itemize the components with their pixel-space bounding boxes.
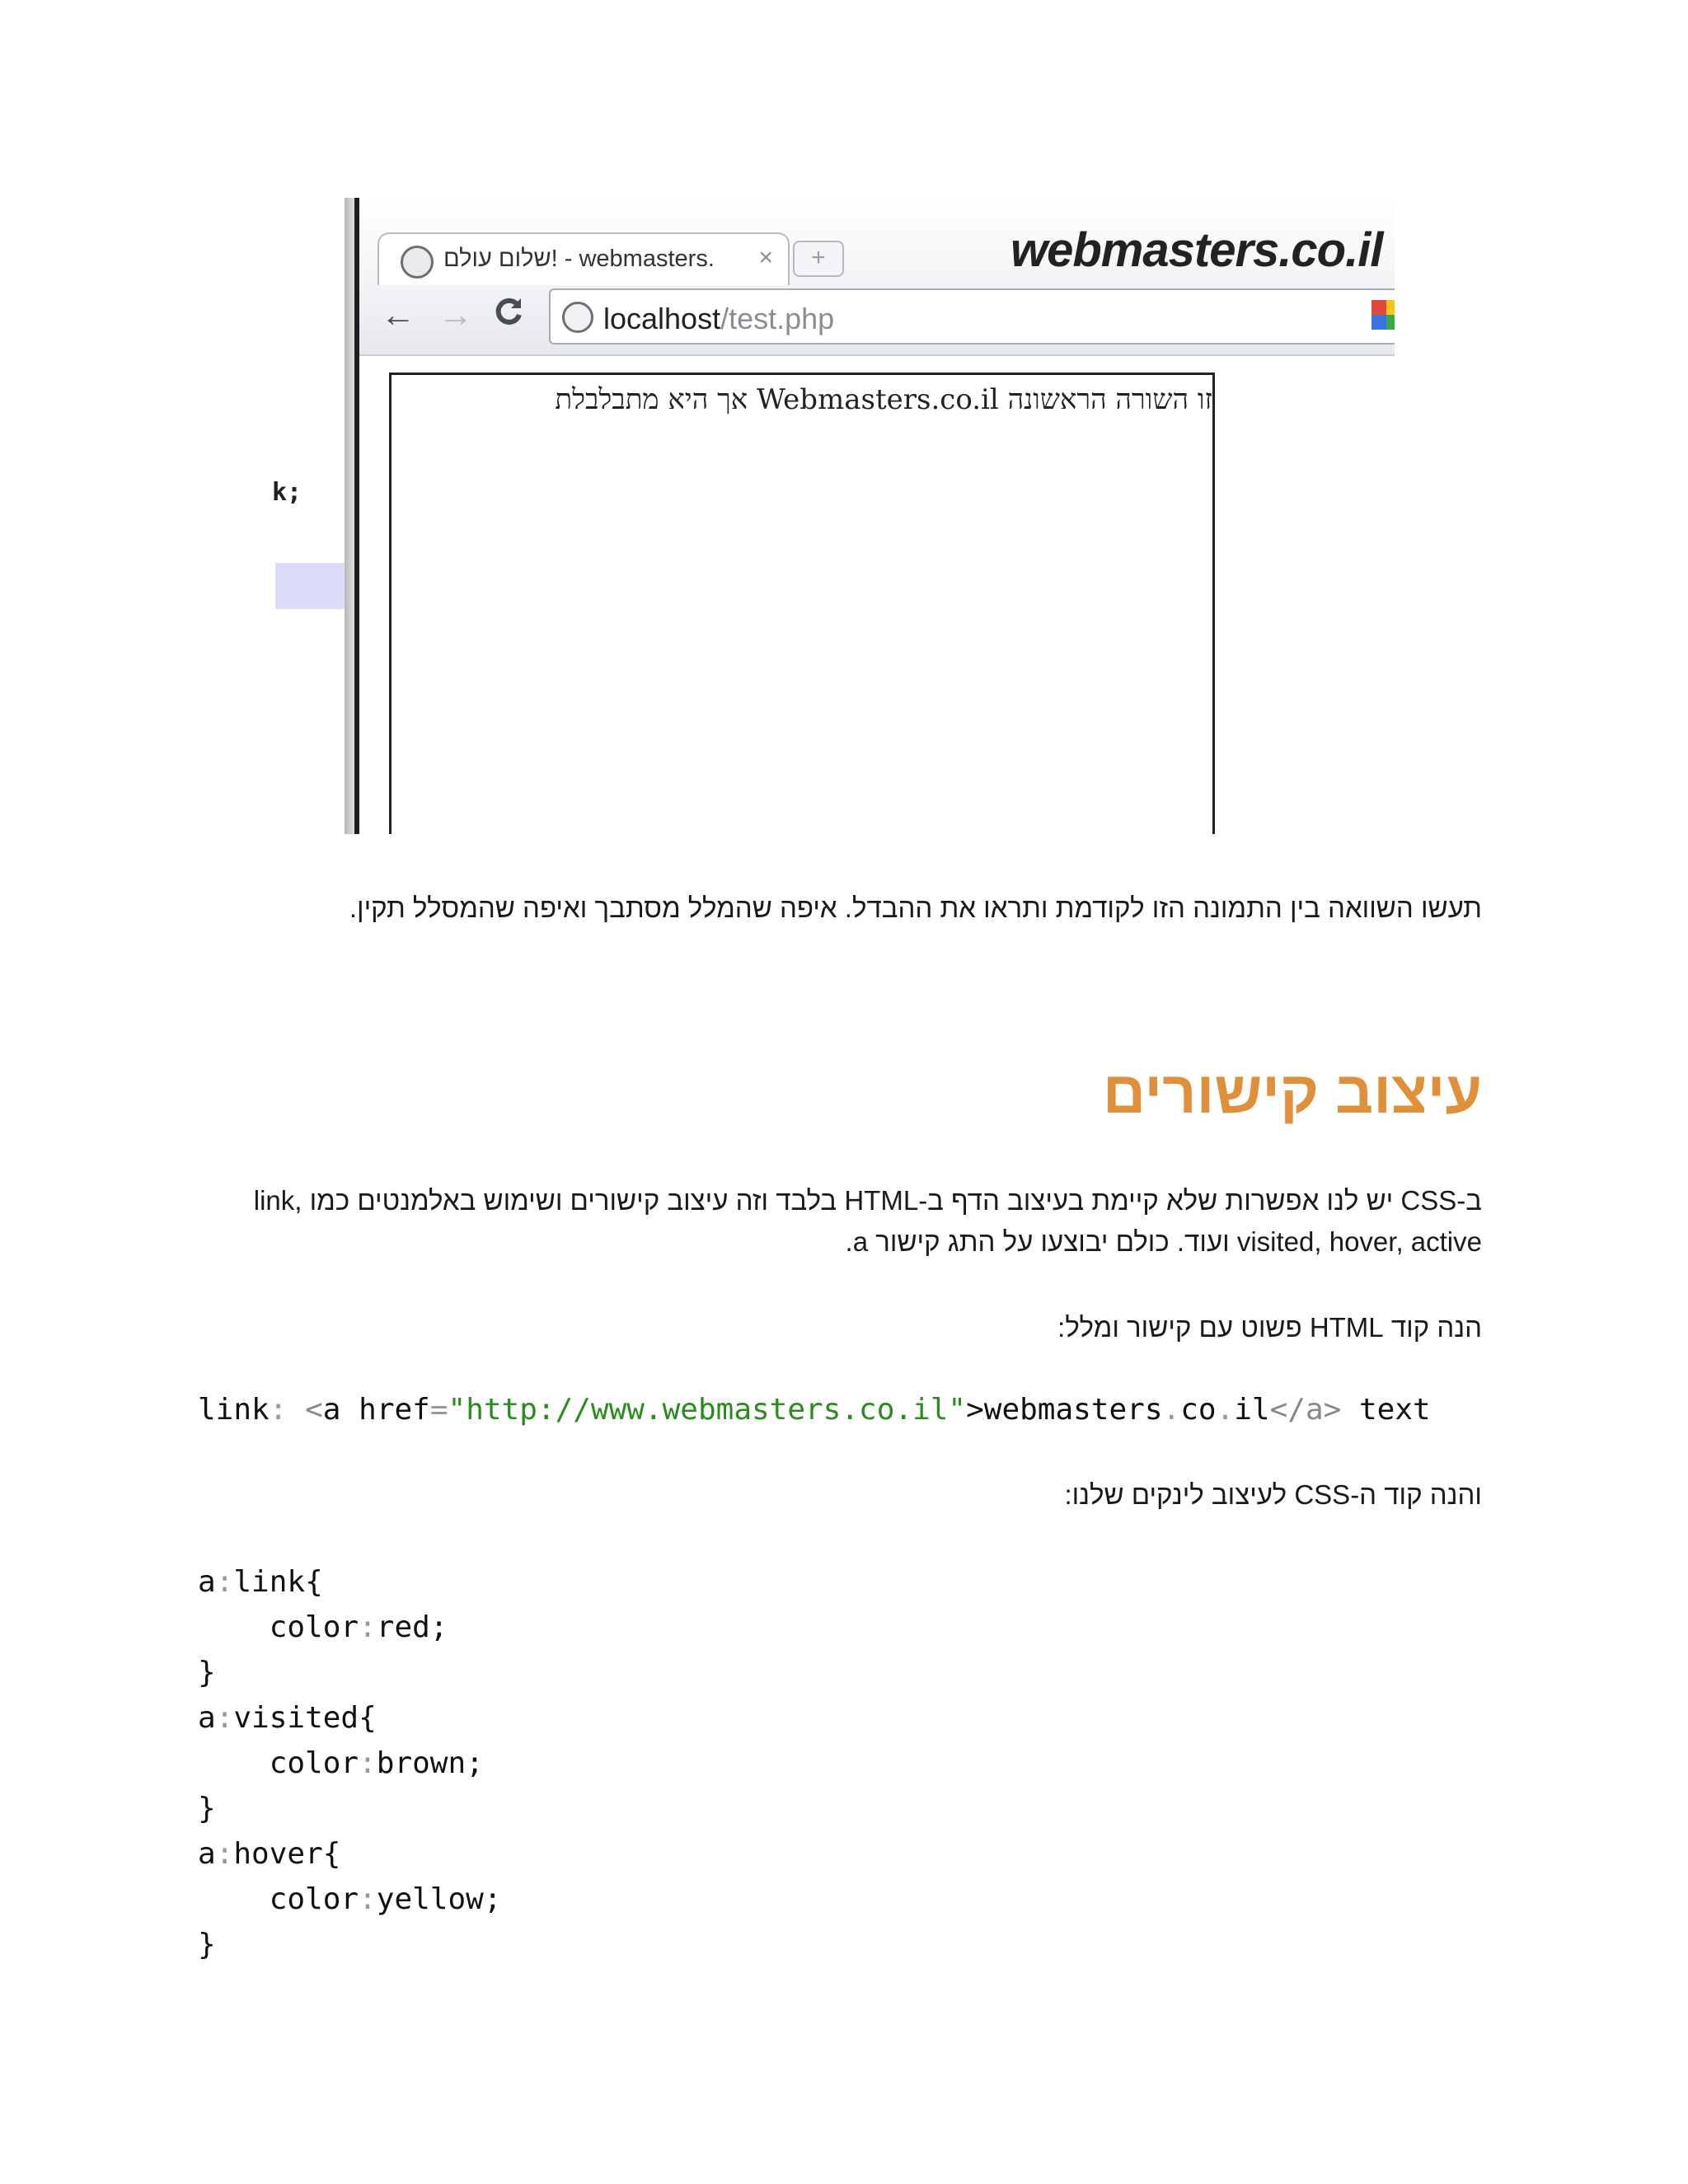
css-value: brown xyxy=(376,1746,467,1780)
browser-window xyxy=(359,198,1395,834)
editor-strip xyxy=(272,198,354,834)
browser-screenshot xyxy=(272,198,1395,834)
css-selector: a xyxy=(198,1701,216,1735)
code-gt: > xyxy=(966,1393,984,1427)
css-colon: : xyxy=(215,1701,234,1735)
forward-arrow-icon[interactable]: → xyxy=(438,295,473,334)
css-pseudo: visited xyxy=(233,1701,359,1735)
css-value: yellow xyxy=(376,1882,484,1916)
css-prop: color xyxy=(269,1610,359,1644)
css-colon: : xyxy=(359,1610,377,1644)
code-colon: : xyxy=(269,1393,288,1427)
css-value: red xyxy=(376,1610,430,1644)
css-prop: color xyxy=(269,1746,359,1780)
demo-text: זו השורה הראשונה Webmasters.co.il אך היא מתבלבלת xyxy=(555,383,1212,416)
css-selector: a xyxy=(198,1565,216,1599)
css-colon: : xyxy=(215,1565,234,1599)
css-rule: a:visited{ color:brown; } xyxy=(198,1701,484,1825)
image-caption: תעשו השוואה בין התמונה הזו לקודמת ותראו את ההבדל. איפה שהמלל מסתבך ואיפה שהמסלל תקין. xyxy=(349,893,1482,923)
code-attr: href xyxy=(359,1393,430,1427)
code-lt: < xyxy=(305,1393,323,1427)
html-intro-text: הנה קוד HTML פשוט עם קישור ומלל: xyxy=(1057,1312,1482,1343)
reload-icon[interactable] xyxy=(491,295,526,338)
css-rule: a:link{ color:red; } xyxy=(198,1565,448,1690)
page-content xyxy=(359,358,1395,834)
css-prop: color xyxy=(269,1882,359,1916)
css-intro-text: והנה קוד ה-CSS לעיצוב לינקים שלנו: xyxy=(1064,1479,1482,1510)
editor-code-fragment: k; xyxy=(272,478,302,507)
url-text xyxy=(603,302,834,336)
css-selector: a xyxy=(198,1837,216,1871)
code-text-c: il xyxy=(1234,1393,1270,1427)
reload-icon-svg xyxy=(491,295,526,330)
code-trailing: text xyxy=(1359,1393,1431,1427)
css-colon: : xyxy=(359,1882,377,1916)
code-text-b: co xyxy=(1180,1393,1217,1427)
css-rule: a:hover{ color:yellow; } xyxy=(198,1837,502,1961)
intro-paragraph: ב-CSS יש לנו אפשרות שלא קיימת בעיצוב הדף ב-HTML בלבד וזה עיצוב קישורים ושימוש באלמנטים כמו link, visited, hover, active ועוד. כולם יבוצעו על התג קישור a. xyxy=(253,1185,1482,1257)
url-host: localhost xyxy=(603,302,721,335)
css-colon: : xyxy=(359,1746,377,1780)
back-arrow-icon[interactable]: ← xyxy=(381,295,415,334)
code-label: link xyxy=(198,1393,270,1427)
css-colon: : xyxy=(215,1837,234,1871)
editor-highlight xyxy=(275,563,354,609)
code-close-tag: </a> xyxy=(1269,1393,1342,1427)
page-globe-icon xyxy=(562,302,593,333)
section-heading: עיצוב קישורים xyxy=(1102,1060,1482,1126)
css-pseudo: link xyxy=(233,1565,306,1599)
address-bar[interactable] xyxy=(549,288,1395,344)
browser-toolbar xyxy=(359,198,1395,356)
url-path: /test.php xyxy=(720,302,835,335)
code-url: "http://www.webmasters.co.il" xyxy=(448,1393,967,1427)
code-tag: a xyxy=(322,1393,341,1427)
site-brand: webmasters.co.il xyxy=(1010,223,1383,277)
browser-tab[interactable] xyxy=(377,232,790,285)
css-pseudo: hover xyxy=(233,1837,323,1871)
code-dot-1: . xyxy=(1162,1393,1181,1427)
tab-title: שלום עולם! - webmasters. xyxy=(443,246,715,272)
extension-icon[interactable] xyxy=(1372,300,1395,330)
globe-icon xyxy=(401,246,434,279)
code-eq: = xyxy=(429,1393,448,1427)
html-code-line xyxy=(198,1393,1431,1427)
demo-bordered-box xyxy=(389,373,1215,834)
close-icon[interactable]: × xyxy=(758,244,773,271)
css-code-block xyxy=(198,1559,502,1967)
code-text-a: webmasters xyxy=(983,1393,1163,1427)
new-tab-button[interactable]: + xyxy=(793,241,844,277)
code-dot-2: . xyxy=(1216,1393,1235,1427)
